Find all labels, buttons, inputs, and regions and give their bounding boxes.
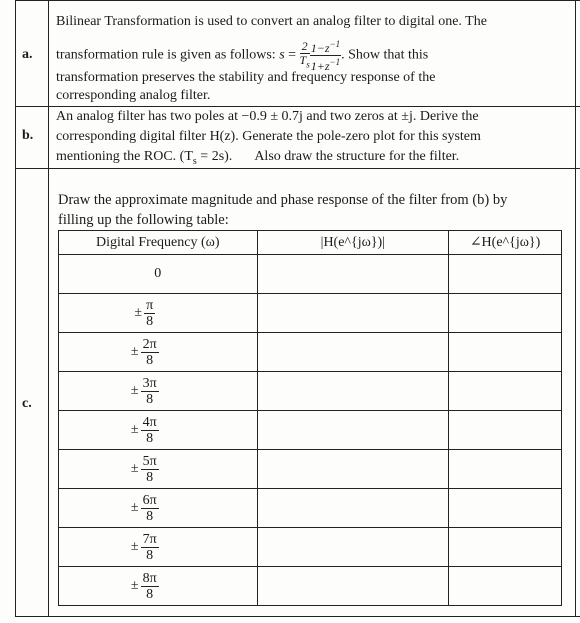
magnitude-cell[interactable] (257, 489, 449, 528)
z-fraction-numerator: $1-z^{-1}$ (310, 39, 341, 55)
header-digital-frequency: Digital Frequency (ω) (59, 231, 258, 255)
frequency-cell (59, 372, 258, 411)
frequency-fraction (131, 454, 159, 485)
table-body (59, 255, 562, 606)
plus-minus-sign: ± (130, 383, 139, 398)
frequency-fraction (134, 298, 155, 329)
frequency-cell (59, 528, 258, 567)
part-b-line2: corresponding digital filter H(z). Generate the pole-zero plot for this system (56, 129, 481, 144)
magnitude-cell[interactable] (257, 567, 449, 606)
plus-minus-sign: ± (130, 422, 139, 437)
frequency-cell (59, 294, 258, 333)
magnitude-cell[interactable] (257, 255, 449, 294)
part-a-line1: Bilinear Transformation is used to convert an analog filter to digital one. The (56, 14, 487, 29)
frequency-numerator: 2π (142, 336, 157, 352)
coefficient-denominator: $T_s$ (299, 52, 310, 70)
frequency-cell (59, 489, 258, 528)
frequency-denominator: 8 (146, 586, 154, 602)
table-row (59, 372, 562, 411)
ts-prefix: mentioning the ROC. (T (56, 149, 193, 164)
header-magnitude: |H(e^{jω})| (257, 231, 449, 255)
part-a-label: a. (22, 47, 33, 62)
frequency-value: 0 (154, 266, 162, 281)
phase-cell[interactable] (449, 294, 562, 333)
frequency-fraction (131, 376, 159, 407)
plus-minus-sign: ± (130, 344, 139, 359)
frequency-cell (59, 333, 258, 372)
structure-instruction: Also draw the structure for the filter. (254, 149, 460, 164)
table-row (59, 255, 562, 294)
table-header-row (59, 231, 562, 255)
frequency-cell (59, 255, 258, 294)
plus-minus-sign: ± (134, 305, 143, 320)
plus-minus-sign: ± (130, 500, 139, 515)
table-row (59, 450, 562, 489)
ts-subscript: s (192, 155, 197, 167)
z-fraction-denominator: $1+z^{-1}$ (310, 57, 341, 73)
plus-minus-sign: ± (130, 461, 139, 476)
part-c-line1: Draw the approximate magnitude and phase response of the filter from (b) by (58, 192, 508, 208)
plus-minus-sign: ± (130, 539, 139, 554)
frequency-fraction (131, 532, 159, 563)
frequency-fraction (131, 415, 159, 446)
part-a-line2-post: . Show that this (341, 47, 429, 63)
plus-minus-sign: ± (130, 578, 139, 593)
frequency-denominator: 8 (146, 352, 154, 368)
frequency-denominator: 8 (146, 391, 154, 407)
frequency-numerator: 4π (142, 414, 157, 430)
magnitude-cell[interactable] (257, 450, 449, 489)
frequency-cell (59, 450, 258, 489)
frequency-denominator: 8 (146, 469, 154, 485)
table-row (59, 489, 562, 528)
frequency-numerator: 8π (142, 570, 157, 586)
frequency-fraction (131, 571, 159, 602)
row-divider-top (15, 0, 580, 1)
magnitude-cell[interactable] (257, 333, 449, 372)
frequency-response-table (58, 230, 562, 606)
phase-cell[interactable] (449, 450, 562, 489)
frequency-denominator: 8 (146, 430, 154, 446)
phase-cell[interactable] (449, 333, 562, 372)
frequency-fraction (131, 337, 159, 368)
equals-sign: = (284, 47, 300, 63)
part-a-line4: corresponding analog filter. (56, 88, 211, 103)
frequency-denominator: 8 (146, 508, 154, 524)
phase-cell[interactable] (449, 528, 562, 567)
frequency-denominator: 8 (146, 313, 154, 329)
row-divider-bottom (15, 616, 580, 617)
phase-cell[interactable] (449, 255, 562, 294)
frequency-cell (59, 411, 258, 450)
frequency-numerator: 6π (142, 492, 157, 508)
part-c-label: c. (22, 396, 32, 411)
magnitude-cell[interactable] (257, 372, 449, 411)
frequency-numerator: 3π (142, 375, 157, 391)
part-a-line3: transformation preserves the stability and frequency response of the (56, 70, 436, 85)
frame-right-border (575, 0, 576, 616)
table-row (59, 411, 562, 450)
frequency-numerator: 7π (142, 531, 157, 547)
part-b-line3 (56, 146, 459, 172)
phase-cell[interactable] (449, 567, 562, 606)
part-a-line2-pre: transformation rule is given as follows: (56, 47, 280, 63)
table-row (59, 294, 562, 333)
s-variable: s (279, 47, 285, 63)
label-column-divider (48, 0, 49, 616)
frequency-denominator: 8 (146, 547, 154, 563)
table-row (59, 528, 562, 567)
phase-cell[interactable] (449, 489, 562, 528)
part-b-label: b. (22, 128, 34, 143)
part-b-line1: An analog filter has two poles at −0.9 ± 0.7j and two zeros at ±j. Derive the (56, 109, 479, 124)
table-row (59, 333, 562, 372)
part-c-line2: filling up the following table: (58, 212, 229, 228)
magnitude-cell[interactable] (257, 528, 449, 567)
ts-value: = 2s). (196, 149, 233, 164)
table-row (59, 567, 562, 606)
coefficient-numerator: 2 (300, 40, 310, 54)
frequency-numerator: 5π (142, 453, 157, 469)
magnitude-cell[interactable] (257, 294, 449, 333)
frequency-cell (59, 567, 258, 606)
phase-cell[interactable] (449, 411, 562, 450)
phase-cell[interactable] (449, 372, 562, 411)
frequency-numerator: π (146, 297, 154, 313)
header-phase: ∠H(e^{jω}) (449, 231, 562, 255)
frame-left-border (15, 0, 16, 616)
frequency-fraction (131, 493, 159, 524)
magnitude-cell[interactable] (257, 411, 449, 450)
